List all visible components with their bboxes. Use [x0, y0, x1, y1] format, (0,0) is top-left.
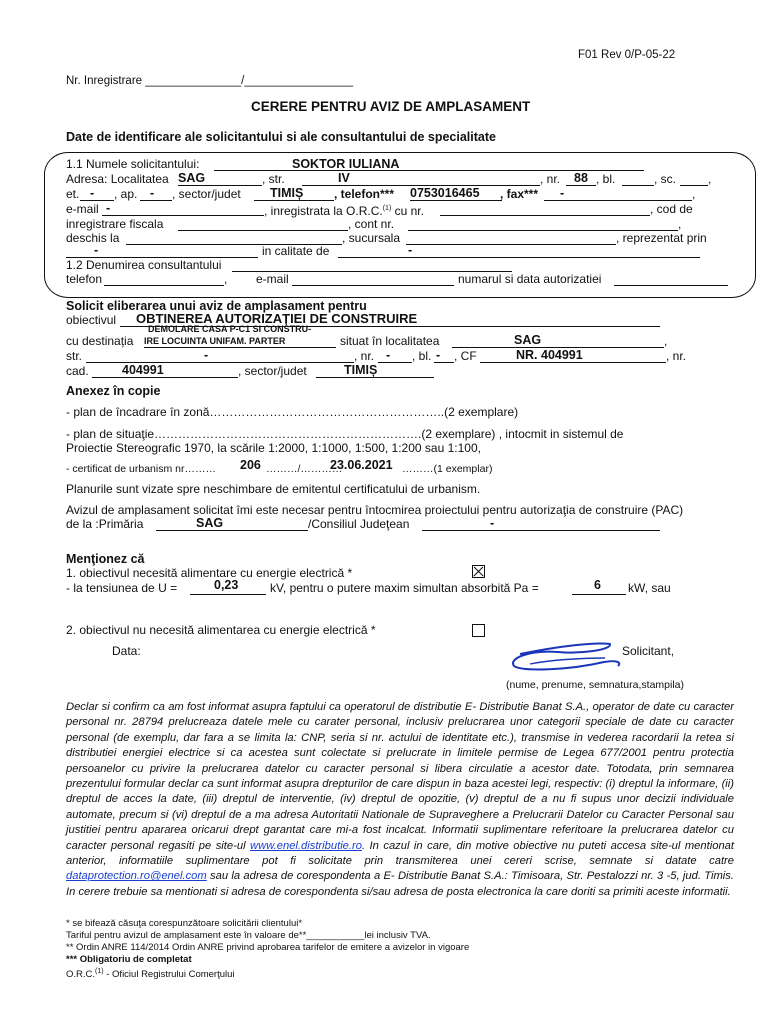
phone-line — [410, 200, 502, 201]
planuri-note: Planurile sunt vizate spre neschimbare de emitentul certificatului de urbanism. — [66, 482, 481, 496]
annex-item-2: - plan de situaţie………………………………………………………….(2 exemplare) , intocmit in sistemul de — [66, 427, 624, 441]
ap-field[interactable]: - — [150, 186, 155, 200]
certificate-end: ………(1 exemplar) — [402, 463, 493, 475]
email-label: e-mail — [66, 202, 99, 216]
cad-label: cad. — [66, 364, 89, 378]
email-field[interactable]: - — [106, 201, 111, 215]
power-field[interactable]: 6 — [594, 578, 601, 592]
date-label: Data: — [112, 644, 141, 658]
certificate-number-field[interactable]: 206 — [240, 458, 261, 472]
comma-sep: , — [708, 172, 712, 186]
sucursala-label: , sucursala — [342, 231, 401, 245]
option-2-checkbox[interactable] — [472, 624, 485, 637]
fax-field[interactable]: - — [560, 186, 565, 200]
reprezentat-label: , reprezentat prin — [616, 231, 707, 245]
solicitant-label: Solicitant, — [622, 644, 675, 658]
sector2-label: , sector/judet — [238, 364, 307, 378]
bl2-label: , bl. — [412, 349, 432, 363]
nr-label: , nr. — [540, 172, 561, 186]
footnote-4: *** Obligatoriu de completat — [66, 954, 192, 965]
signature-caption: (nume, prenume, semnatura,stampila) — [506, 679, 684, 691]
annex-item-2-cont: Proiectie Stereografic 1970, la scările 1:2000, 1:1000, 1:500, 1:200 sau 1:100, — [66, 441, 481, 455]
ap-label: , ap. — [114, 187, 138, 201]
consiliu-label: /Consiliul Judeţean — [308, 517, 410, 531]
autorizatie-line — [614, 285, 728, 286]
comma-sep: , — [692, 187, 696, 201]
primaria-label: de la :Primăria — [66, 517, 144, 531]
option-2-label: 2. obiectivul nu necesită alimentarea cu energie electrică * — [66, 623, 376, 637]
orc-label-group: , inregistrata la O.R.C.$^{(1)}$ cu nr. — [264, 204, 424, 218]
comma-sep: , — [678, 217, 682, 231]
signature-image — [500, 636, 630, 676]
consultant-label: 1.2 Denumirea consultantului — [66, 258, 222, 272]
nr-field[interactable]: 88 — [574, 171, 588, 185]
street-field[interactable]: IV — [338, 171, 350, 185]
destinatia-field-1[interactable]: DEMOLARE CASA P-C1 SI CONSTRU- — [148, 324, 312, 334]
reprez-field[interactable]: - — [94, 243, 99, 257]
et-label: et. — [66, 187, 80, 201]
power-line — [572, 594, 626, 595]
fiscal-line — [178, 230, 348, 231]
obiectiv-label: obiectivul — [66, 313, 117, 327]
obiectiv-field[interactable]: OBTINEREA AUTORIZAȚIEI DE CONSTRUIRE — [136, 311, 418, 326]
et-field[interactable]: - — [90, 186, 95, 200]
request-intro: Solicit eliberarea unui aviz de amplasament pentru — [66, 299, 367, 313]
kv-label: kV, pentru o putere maxim simultan absorbită Pa = — [270, 581, 539, 595]
footnote-1: * se bifează căsuţa corespunzătoare solicitării clientului* — [66, 918, 303, 929]
situat-field[interactable]: SAG — [514, 333, 542, 347]
voltage-label: - la tensiunea de U = — [66, 581, 178, 595]
applicant-name-label: 1.1 Numele solicitantului: — [66, 157, 200, 171]
consultant-email-label: e-mail — [256, 272, 289, 286]
cont-label: , cont nr. — [348, 217, 395, 231]
consiliu-field[interactable]: - — [490, 516, 495, 530]
street-label: , str. — [262, 172, 285, 186]
nr2-line — [378, 362, 412, 363]
cf-line — [480, 362, 666, 363]
destinatia-line — [144, 347, 336, 348]
data-protection-declaration: Declar si confirm ca am fost informat asupra faptului ca operatorul de distributie E- Distributie Banat S.A., operator de date cu caracter personal nr. 28794 prelucreaza datele mele cu carater personal, inclusiv prelucrarea unor categorii speciale de date cu caracter personal (de exemplu, dar fara a se limita la: CNP, seria si nr. actului de identitate etc.), transmise in vederea racordarii la retea si distributiei energiei electrice si ca acestea sunt colectate si prelucrate in limitele permise de Legea 677/2001 pentru protectia persoanelor cu privire la prelucrarea datelor cu caracter personal si libera circulatie a acestor date. Totodata, prin semnarea prezentului formular declar ca sunt informat asupra drepturilor de care dispun in baza acestei legi, respectiv: (i) dreptul la informare, (ii) dreptul de acces la date, (iii) dreptul de interventie, (iv) dreptul de opozitie, (v) dreptul de a nu fi supus unor decizii individuale automate, precum si (vi) dreptul de a ma adresa Autoritatii Nationale de Supraveghere a Prelucrarii Datelor cu Caracter Personal sau justitiei pentru apararea oricarui drept garantat care mi-a fost incalcat. Informatii suplimentare referitoare la prelucrarea datelor cu caracter personal regasiti pe site-ul www.enel.distributie.ro. In cazul in care, din motive obiective nu puteti accesa site-ul mentionat anterior, informatiile suplimentare pot fi solicitate prin transmiterea unei cereri scrise, semnate si datate catre dataprotection.ro@enel.com sau la adresa de corespondenta a E- Distributie Banat S.A.: Timisoara, Str. Pestalozzi nr. 3 -5, jud. Timis. In cerere trebuie sa mentionati si adresa de corespondenta si/sau adresa de posta electronica la care doriti sa primiti aceste informatii. — [66, 701, 734, 898]
bl2-line — [434, 362, 454, 363]
cod-label: , cod de — [650, 202, 693, 216]
sector-line — [254, 200, 334, 201]
nr2-label: , nr. — [354, 349, 375, 363]
data-protection-email-link[interactable]: dataprotection.ro@enel.com — [66, 870, 207, 883]
sector2-field[interactable]: TIMIȘ — [344, 363, 378, 377]
sector-field[interactable]: TIMIȘ — [270, 186, 304, 200]
fiscal-label: inregistrare fiscala — [66, 217, 164, 231]
option-1-label: 1. obiectivul necesită alimentare cu energie electrică * — [66, 566, 353, 580]
fax-label: , fax*** — [500, 187, 539, 201]
nr-line — [566, 185, 596, 186]
sector-label: , sector/judet — [172, 187, 241, 201]
email-line — [102, 215, 264, 216]
comma-sep: , — [224, 272, 228, 286]
consultant-phone-label: telefon — [66, 272, 103, 286]
applicant-name-field[interactable]: SOKTOR IULIANA — [292, 157, 400, 171]
destinatia-field-2[interactable]: IRE LOCUINTA UNIFAM. PARTER — [144, 336, 286, 346]
kw-label: kW, sau — [628, 581, 671, 595]
primaria-line — [156, 530, 308, 531]
sucursala-line — [406, 244, 616, 245]
section-identity-title: Date de identificare ale solicitantului si ale consultantului de specialitate — [66, 130, 496, 144]
consultant-email-line — [292, 285, 454, 286]
voltage-line — [190, 594, 266, 595]
consultant-phone-line — [104, 285, 224, 286]
str-label: str. — [66, 349, 83, 363]
cad-field[interactable]: 404991 — [122, 363, 164, 377]
bl2-field[interactable]: - — [436, 348, 441, 362]
certificate-date-field[interactable]: 23.06.2021 — [330, 458, 393, 472]
form-code: F01 Rev 0/P-05-22 — [578, 49, 676, 61]
bl-line — [622, 185, 654, 186]
calitate-line — [338, 257, 700, 258]
consiliu-line — [422, 530, 660, 531]
nr-end-label: , nr. — [666, 349, 687, 363]
calitate-field[interactable]: - — [408, 243, 413, 257]
page-title: CERERE PENTRU AVIZ DE AMPLASAMENT — [251, 99, 531, 114]
sector2-line — [316, 377, 434, 378]
calitate-label: in calitate de — [262, 244, 330, 258]
option-1-checkbox[interactable] — [472, 565, 485, 578]
deschis-label: deschis la — [66, 231, 120, 245]
locality-line — [178, 185, 262, 186]
sc-label: , sc. — [654, 172, 677, 186]
enel-distributie-link[interactable]: www.enel.distributie.ro — [250, 839, 362, 852]
phone-label: , telefon*** — [334, 187, 395, 201]
footnote-5: O.R.C.$^{(1)}$ - Oficiul Registrului Comerţului — [66, 968, 235, 981]
cf-field[interactable]: NR. 404991 — [516, 348, 583, 362]
certificate-label: - certificat de urbanism nr……… — [66, 463, 216, 475]
footnote-3: ** Ordin ANRE 114/2014 Ordin ANRE privind aprobarea tarifelor de emitere a avizelor in vigoare — [66, 942, 470, 953]
cf-label: , CF — [454, 349, 477, 363]
destinatia-label: cu destinația — [66, 334, 134, 348]
autorizatie-label: numarul si data autorizatiei — [458, 272, 602, 286]
primaria-field[interactable]: SAG — [196, 516, 224, 530]
fax-line — [544, 200, 692, 201]
aviz-purpose-line-1: Avizul de amplasament solicitat îmi este necesar pentru întocmirea proiectului pentru autorizaţia de construire (PAC) — [66, 503, 684, 517]
str-field[interactable]: - — [204, 348, 209, 362]
comma-sep: , — [664, 334, 668, 348]
ap-line — [140, 200, 172, 201]
bl-label: , bl. — [596, 172, 616, 186]
mention-title: Menţionez că — [66, 552, 145, 566]
orc-line — [440, 215, 650, 216]
sc-line — [680, 185, 708, 186]
annex-item-1: - plan de încadrare în zonă…………………………………………………..(2 exemplare) — [66, 405, 519, 419]
situat-label: situat în localitatea — [340, 334, 440, 348]
annex-title: Anexez în copie — [66, 384, 161, 398]
footnote-2: Tariful pentru avizul de amplasament este în valoare de**___________lei inclusiv TVA. — [66, 930, 431, 941]
address-label: Adresa: Localitatea — [66, 172, 169, 186]
voltage-field[interactable]: 0,23 — [214, 578, 239, 592]
locality-field[interactable]: SAG — [178, 171, 206, 185]
nr2-field[interactable]: - — [386, 348, 391, 362]
phone-field[interactable]: 0753016465 — [410, 186, 480, 200]
certificate-mid: ………/………… — [266, 463, 343, 475]
registration-number: Nr. Inregistrare _______________/_________________ — [66, 75, 354, 87]
cad-line — [92, 377, 238, 378]
